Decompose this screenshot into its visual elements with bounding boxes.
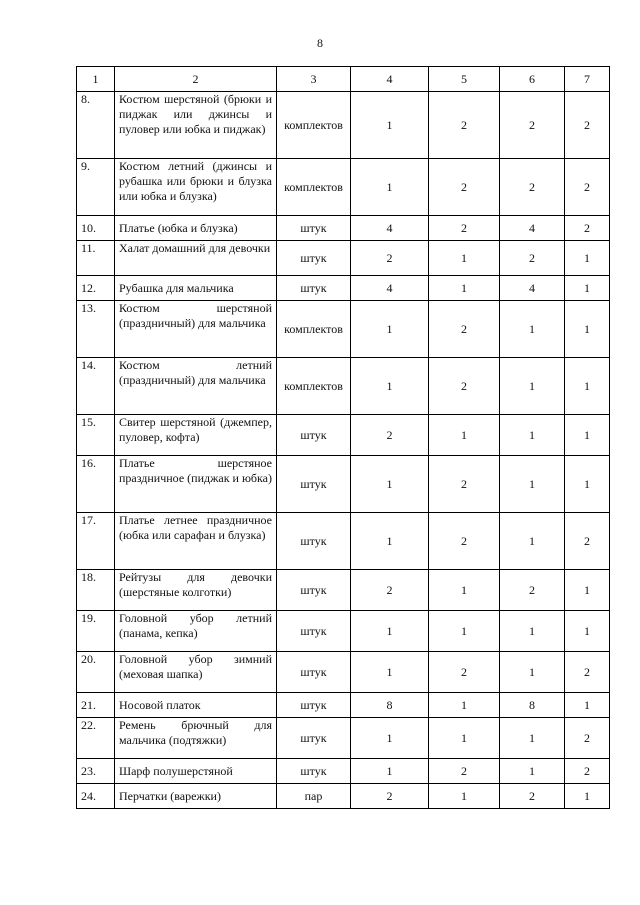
unit-of-measure: пар — [277, 784, 351, 809]
quantity-col-5: 1 — [429, 276, 500, 301]
item-name: Костюм шерстяной (брюки и пиджак или джинсы и пуловер или юбка и пиджак) — [115, 92, 277, 159]
quantity-col-6: 2 — [500, 570, 565, 611]
item-name: Носовой платок — [115, 693, 277, 718]
table-row — [77, 718, 610, 759]
quantity-col-4: 1 — [351, 456, 429, 513]
item-name: Костюм летний (джинсы и рубашка или брюки и блузка или юбка и блузка) — [115, 159, 277, 216]
quantity-col-7: 2 — [565, 159, 610, 216]
quantity-col-5: 1 — [429, 241, 500, 276]
table-row — [77, 241, 610, 276]
quantity-col-4: 1 — [351, 301, 429, 358]
item-name: Платье шерстяное праздничное (пиджак и юбка) — [115, 456, 277, 513]
quantity-col-6: 1 — [500, 513, 565, 570]
table-row — [77, 92, 610, 159]
quantity-col-4: 2 — [351, 415, 429, 456]
quantity-col-5: 1 — [429, 570, 500, 611]
quantity-col-7: 2 — [565, 759, 610, 784]
table-row — [77, 159, 610, 216]
table-row — [77, 652, 610, 693]
quantity-col-4: 2 — [351, 241, 429, 276]
quantity-col-6: 1 — [500, 301, 565, 358]
quantity-col-7: 1 — [565, 570, 610, 611]
table-row — [77, 693, 610, 718]
quantity-col-7: 1 — [565, 693, 610, 718]
quantity-col-7: 2 — [565, 92, 610, 159]
row-number: 15. — [77, 415, 115, 456]
row-number: 20. — [77, 652, 115, 693]
quantity-col-5: 2 — [429, 652, 500, 693]
quantity-col-5: 1 — [429, 718, 500, 759]
unit-of-measure: штук — [277, 456, 351, 513]
quantity-col-5: 1 — [429, 693, 500, 718]
item-name: Шарф полушерстяной — [115, 759, 277, 784]
quantity-col-7: 2 — [565, 513, 610, 570]
quantity-col-6: 4 — [500, 276, 565, 301]
header-row — [77, 67, 610, 92]
quantity-col-7: 1 — [565, 241, 610, 276]
quantity-col-6: 1 — [500, 611, 565, 652]
item-name: Платье летнее праздничное (юбка или сарафан и блузка) — [115, 513, 277, 570]
table-row — [77, 513, 610, 570]
column-header: 3 — [277, 67, 351, 92]
items-table — [76, 66, 610, 809]
quantity-col-4: 4 — [351, 276, 429, 301]
table-row — [77, 784, 610, 809]
quantity-col-4: 1 — [351, 611, 429, 652]
row-number: 16. — [77, 456, 115, 513]
unit-of-measure: штук — [277, 570, 351, 611]
quantity-col-7: 1 — [565, 415, 610, 456]
quantity-col-6: 2 — [500, 784, 565, 809]
item-name: Перчатки (варежки) — [115, 784, 277, 809]
quantity-col-5: 2 — [429, 159, 500, 216]
quantity-col-5: 1 — [429, 611, 500, 652]
column-header: 1 — [77, 67, 115, 92]
quantity-col-5: 2 — [429, 358, 500, 415]
quantity-col-6: 1 — [500, 759, 565, 784]
item-name: Костюм шерстяной (праздничный) для мальчика — [115, 301, 277, 358]
unit-of-measure: штук — [277, 611, 351, 652]
quantity-col-7: 1 — [565, 611, 610, 652]
table-row — [77, 415, 610, 456]
column-header: 5 — [429, 67, 500, 92]
table-row — [77, 570, 610, 611]
quantity-col-4: 2 — [351, 570, 429, 611]
table-row — [77, 301, 610, 358]
item-name: Свитер шерстяной (джемпер, пуловер, кофта) — [115, 415, 277, 456]
row-number: 11. — [77, 241, 115, 276]
unit-of-measure: штук — [277, 276, 351, 301]
row-number: 23. — [77, 759, 115, 784]
table-row — [77, 611, 610, 652]
row-number: 21. — [77, 693, 115, 718]
table-row — [77, 358, 610, 415]
quantity-col-7: 2 — [565, 216, 610, 241]
row-number: 24. — [77, 784, 115, 809]
row-number: 17. — [77, 513, 115, 570]
quantity-col-5: 2 — [429, 301, 500, 358]
column-header: 4 — [351, 67, 429, 92]
item-name: Головной убор зимний (меховая шапка) — [115, 652, 277, 693]
column-header: 6 — [500, 67, 565, 92]
unit-of-measure: штук — [277, 415, 351, 456]
row-number: 18. — [77, 570, 115, 611]
quantity-col-7: 1 — [565, 456, 610, 513]
unit-of-measure: штук — [277, 718, 351, 759]
quantity-col-5: 2 — [429, 92, 500, 159]
page-number: 8 — [317, 36, 323, 50]
item-name: Костюм летний (праздничный) для мальчика — [115, 358, 277, 415]
item-name: Головной убор летний (панама, кепка) — [115, 611, 277, 652]
unit-of-measure: штук — [277, 652, 351, 693]
column-header: 7 — [565, 67, 610, 92]
quantity-col-7: 1 — [565, 358, 610, 415]
item-name: Рубашка для мальчика — [115, 276, 277, 301]
quantity-col-7: 1 — [565, 784, 610, 809]
quantity-col-6: 1 — [500, 415, 565, 456]
quantity-col-4: 1 — [351, 718, 429, 759]
unit-of-measure: комплектов — [277, 358, 351, 415]
quantity-col-5: 2 — [429, 759, 500, 784]
unit-of-measure: штук — [277, 241, 351, 276]
quantity-col-6: 1 — [500, 718, 565, 759]
quantity-col-7: 2 — [565, 718, 610, 759]
row-number: 8. — [77, 92, 115, 159]
quantity-col-6: 8 — [500, 693, 565, 718]
row-number: 19. — [77, 611, 115, 652]
quantity-col-6: 1 — [500, 358, 565, 415]
row-number: 13. — [77, 301, 115, 358]
quantity-col-4: 1 — [351, 652, 429, 693]
quantity-col-6: 1 — [500, 652, 565, 693]
quantity-col-4: 4 — [351, 216, 429, 241]
quantity-col-5: 1 — [429, 415, 500, 456]
table-row — [77, 216, 610, 241]
quantity-col-6: 2 — [500, 159, 565, 216]
quantity-col-4: 2 — [351, 784, 429, 809]
quantity-col-4: 1 — [351, 513, 429, 570]
item-name: Ремень брючный для мальчика (подтяжки) — [115, 718, 277, 759]
unit-of-measure: штук — [277, 513, 351, 570]
quantity-col-5: 1 — [429, 784, 500, 809]
quantity-col-6: 1 — [500, 456, 565, 513]
unit-of-measure: штук — [277, 216, 351, 241]
unit-of-measure: комплектов — [277, 92, 351, 159]
item-name: Рейтузы для девочки (шерстяные колготки) — [115, 570, 277, 611]
unit-of-measure: комплектов — [277, 301, 351, 358]
unit-of-measure: штук — [277, 759, 351, 784]
quantity-col-6: 2 — [500, 92, 565, 159]
quantity-col-7: 1 — [565, 276, 610, 301]
quantity-col-4: 1 — [351, 759, 429, 784]
quantity-col-6: 4 — [500, 216, 565, 241]
quantity-col-5: 2 — [429, 456, 500, 513]
quantity-col-4: 8 — [351, 693, 429, 718]
quantity-col-7: 1 — [565, 301, 610, 358]
row-number: 10. — [77, 216, 115, 241]
column-header: 2 — [115, 67, 277, 92]
item-name: Халат домашний для девочки — [115, 241, 277, 276]
quantity-col-6: 2 — [500, 241, 565, 276]
item-name: Платье (юбка и блузка) — [115, 216, 277, 241]
row-number: 12. — [77, 276, 115, 301]
quantity-col-5: 2 — [429, 513, 500, 570]
quantity-col-7: 2 — [565, 652, 610, 693]
row-number: 22. — [77, 718, 115, 759]
row-number: 9. — [77, 159, 115, 216]
unit-of-measure: комплектов — [277, 159, 351, 216]
table-row — [77, 456, 610, 513]
quantity-col-5: 2 — [429, 216, 500, 241]
quantity-col-4: 1 — [351, 92, 429, 159]
unit-of-measure: штук — [277, 693, 351, 718]
quantity-col-4: 1 — [351, 358, 429, 415]
row-number: 14. — [77, 358, 115, 415]
quantity-col-4: 1 — [351, 159, 429, 216]
table-row — [77, 759, 610, 784]
table-row — [77, 276, 610, 301]
